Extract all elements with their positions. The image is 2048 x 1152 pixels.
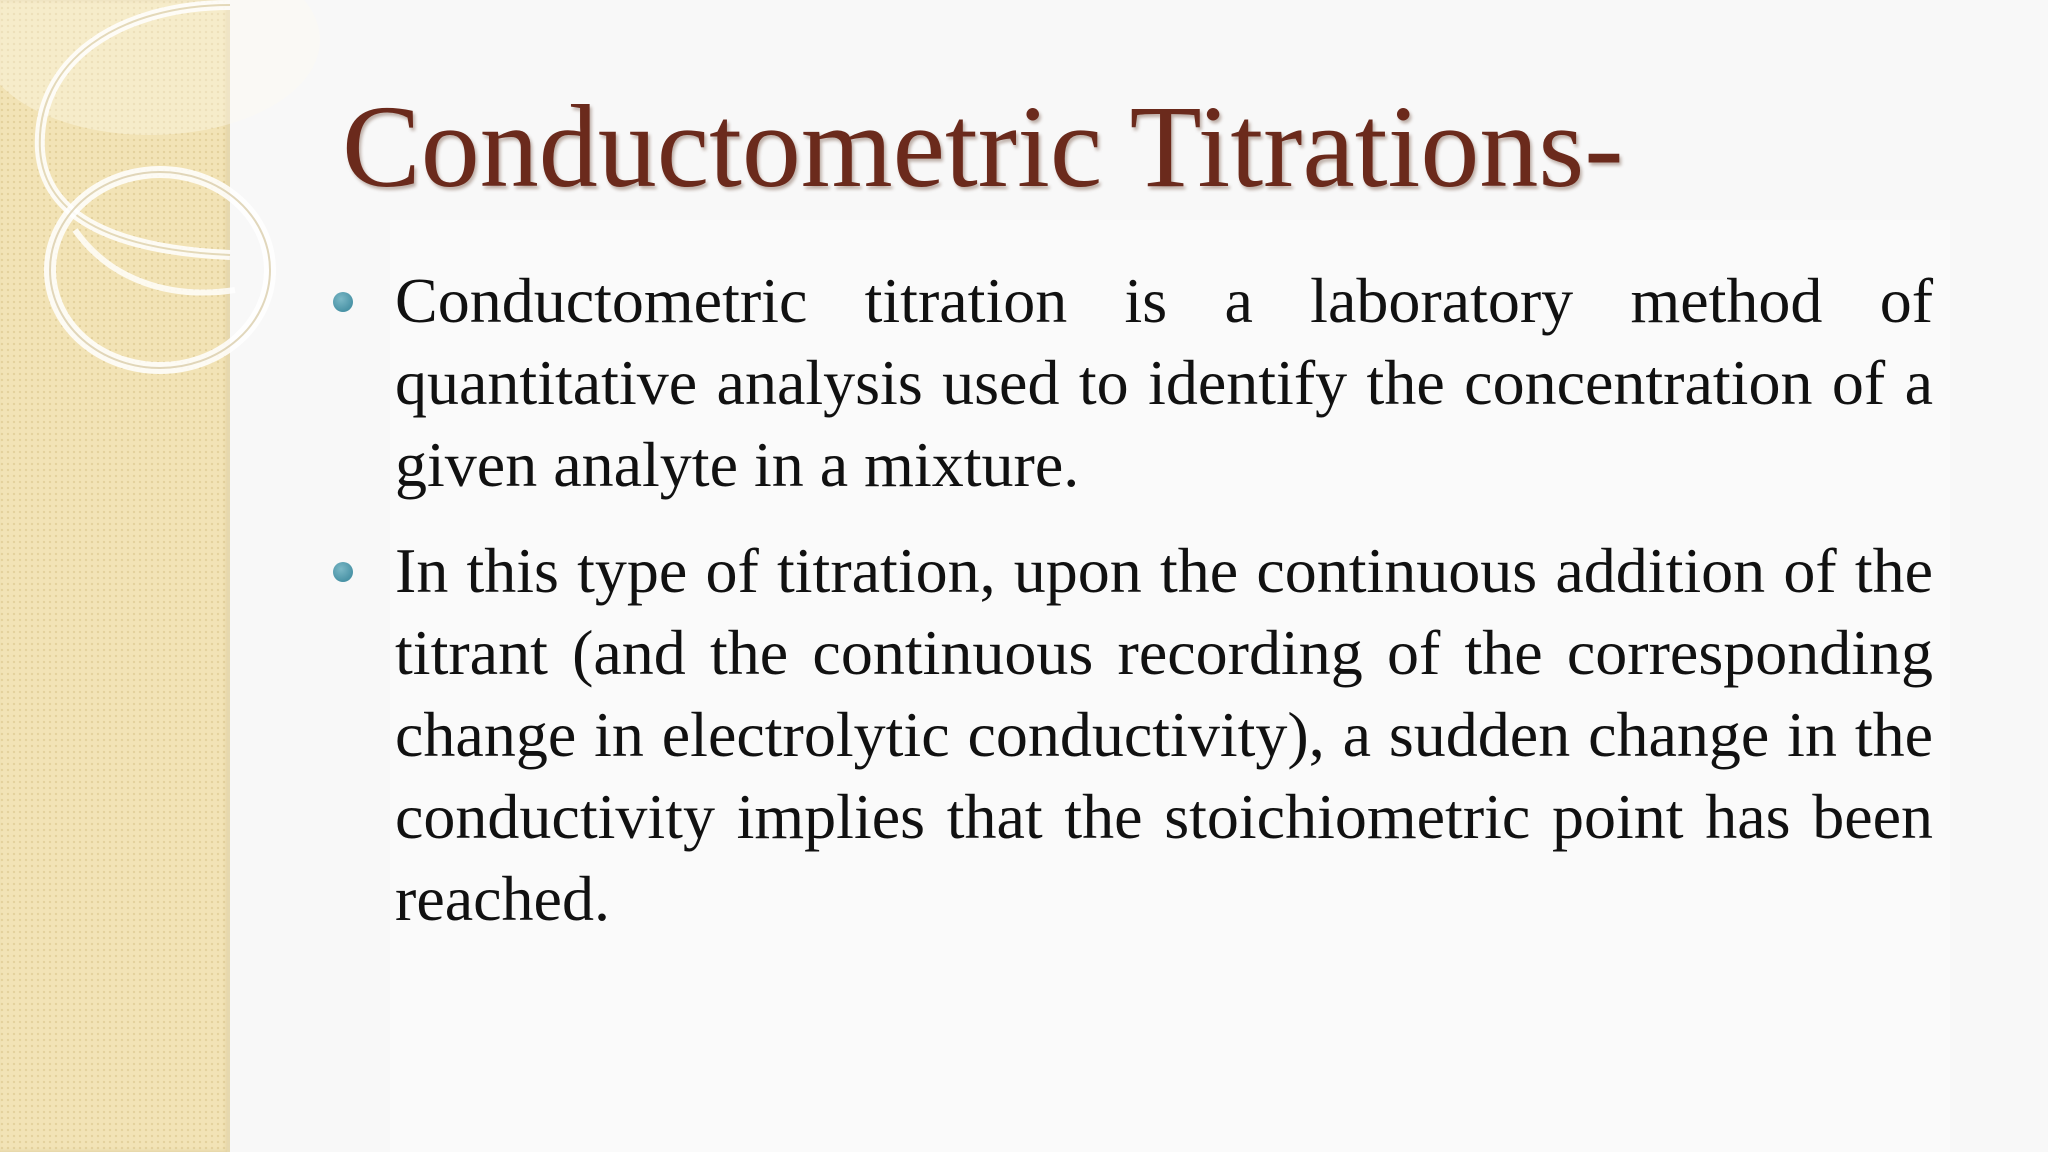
bullet-marker-icon [333, 292, 353, 312]
bullet-item [333, 530, 1933, 940]
decorative-side-panel [0, 0, 230, 1152]
bullet-text: Conductometric titration is a laboratory method of quantitative analysis used to identify the concentration of a given analyte in a mixture. [395, 265, 1933, 500]
bullet-item [333, 260, 1933, 506]
bullet-text: In this type of titration, upon the continuous addition of the titrant (and the continuous recording of the corresponding change in electrolytic conductivity), a sudden change in the conductivity implies that the stoichiometric point has been reached. [395, 535, 1933, 934]
slide-title: Conductometric Titrations- [342, 81, 1624, 212]
bullet-marker-icon [333, 562, 353, 582]
bullet-list [333, 260, 1933, 964]
